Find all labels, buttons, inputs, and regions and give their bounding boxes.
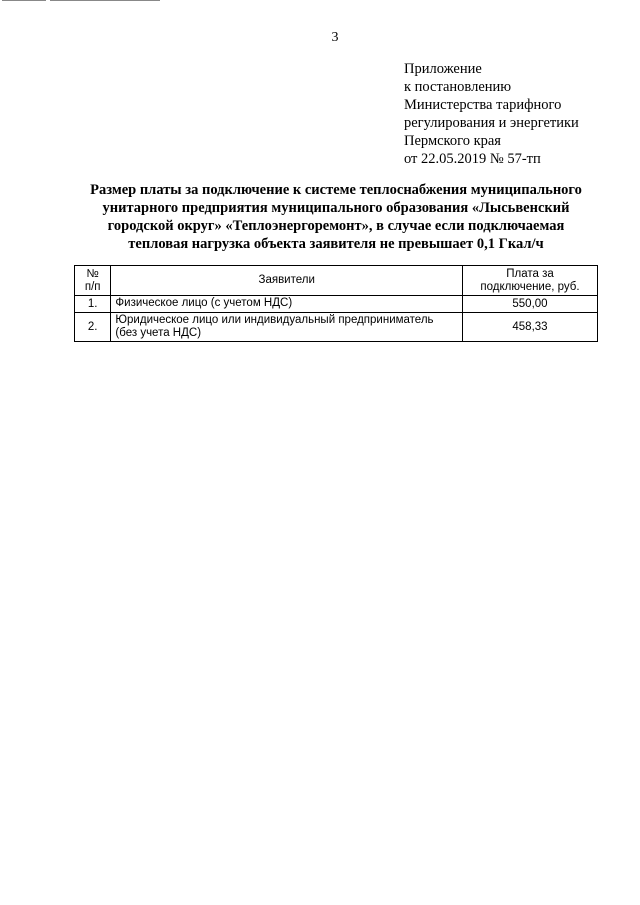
row-number: 2. (75, 313, 111, 342)
header-fee-line: подключение, руб. (480, 280, 580, 293)
header-fee (462, 266, 597, 296)
table-header-row (75, 266, 598, 296)
page-number: 3 (331, 30, 339, 45)
approval-block (404, 60, 579, 168)
approval-line: от 22.05.2019 № 57-тп (404, 151, 541, 167)
header-number-line: № (86, 267, 99, 280)
row-applicant: Физическое лицо (с учетом НДС) (111, 296, 463, 313)
title-line: унитарного предприятия муниципального образования «Лысьвенский (102, 200, 570, 216)
approval-line: регулирования и энергетики (404, 115, 579, 131)
header-number-line: п/п (84, 280, 101, 293)
fee-table (74, 265, 598, 342)
row-applicant-line: (без учета НДС) (115, 327, 202, 339)
row-fee: 550,00 (462, 296, 597, 313)
title-line: тепловая нагрузка объекта заявителя не превышает 0,1 Гкал/ч (128, 236, 544, 252)
approval-line: Пермского края (404, 133, 501, 149)
row-fee: 458,33 (462, 313, 597, 342)
header-number (75, 266, 111, 296)
approval-line: к постановлению (404, 79, 512, 95)
row-applicant (111, 313, 463, 342)
approval-line: Министерства тарифного (404, 97, 562, 113)
approval-line: Приложение (404, 61, 482, 77)
title-line: Размер платы за подключение к системе теплоснабжения муниципального (90, 182, 582, 198)
row-number: 1. (75, 296, 111, 313)
scan-edge-line (50, 0, 160, 1)
table-row (75, 296, 598, 313)
table-row (75, 313, 598, 342)
row-applicant-line: Юридическое лицо или индивидуальный предприниматель (115, 314, 434, 326)
document-title (60, 181, 612, 253)
header-fee-line: Плата за (506, 267, 554, 280)
scan-edge-line (2, 0, 46, 1)
header-applicants: Заявители (111, 266, 463, 296)
title-line: городской округ» «Теплоэнергоремонт», в случае если подключаемая (107, 218, 565, 234)
